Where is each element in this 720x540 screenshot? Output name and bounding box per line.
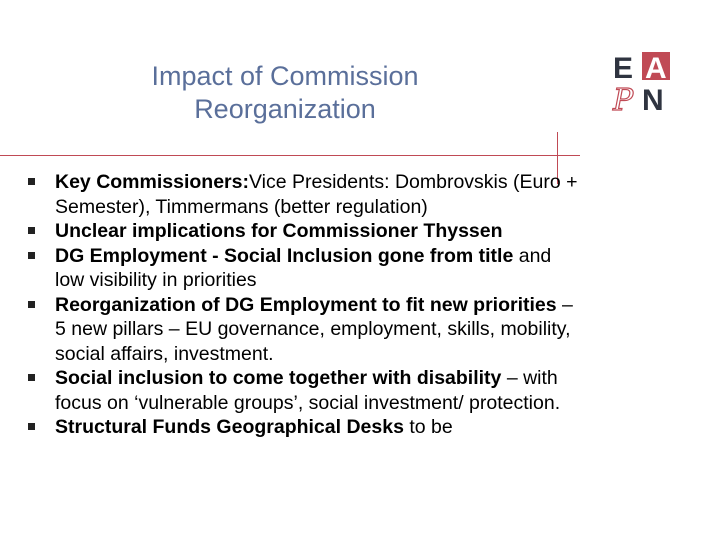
bullet-text: Vice Presidents: Dombrovskis (Euro + Semester), Timmermans (better regulation)	[55, 171, 578, 218]
bullet-item	[28, 293, 583, 367]
bullet-bold-text: Structural Funds Geographical Desks	[55, 416, 404, 438]
bullet-item	[28, 415, 583, 440]
slide-title-line-1: Impact of Commission	[151, 61, 419, 91]
bullet-bold-text: Key Commissioners:	[55, 171, 249, 193]
slide-title	[80, 60, 490, 126]
horizontal-divider	[0, 155, 580, 156]
bullet-text: – 5 new pillars – EU governance, employment, skills, mobility, social affairs, investment.	[55, 293, 573, 365]
bullet-bold-text: DG Employment - Social Inclusion gone from title	[55, 244, 514, 267]
bullet-text: to be	[403, 416, 453, 438]
logo-letter-a: A	[645, 52, 667, 85]
bullet-bold-text: Social inclusion to come together with disability	[55, 367, 502, 389]
logo-letter-p: P	[613, 83, 634, 118]
bullet-marker-icon	[28, 252, 35, 259]
bullet-bold-text: Reorganization of DG Employment to fit new priorities	[55, 293, 557, 316]
bullet-list	[28, 170, 583, 440]
bullet-text: – with focus on ‘vulnerable groups’, social investment/ protection.	[55, 367, 561, 414]
bullet-marker-icon	[28, 301, 35, 308]
bullet-bold-text: Unclear implications for Commissioner Thyssen	[55, 220, 503, 242]
slide-title-line-2: Reorganization	[194, 94, 376, 124]
bullet-item	[28, 170, 583, 219]
bullet-item	[28, 244, 583, 293]
bullet-marker-icon	[28, 178, 35, 185]
bullet-text: and low visibility in priorities	[55, 244, 552, 291]
bullet-marker-icon	[28, 374, 35, 381]
logo-letter-e: E	[613, 52, 634, 85]
bullet-item	[28, 219, 583, 244]
bullet-marker-icon	[28, 423, 35, 430]
bullet-item	[28, 366, 583, 415]
bullet-marker-icon	[28, 227, 35, 234]
logo-letter-n: N	[642, 84, 664, 117]
eapn-logo	[610, 50, 674, 120]
